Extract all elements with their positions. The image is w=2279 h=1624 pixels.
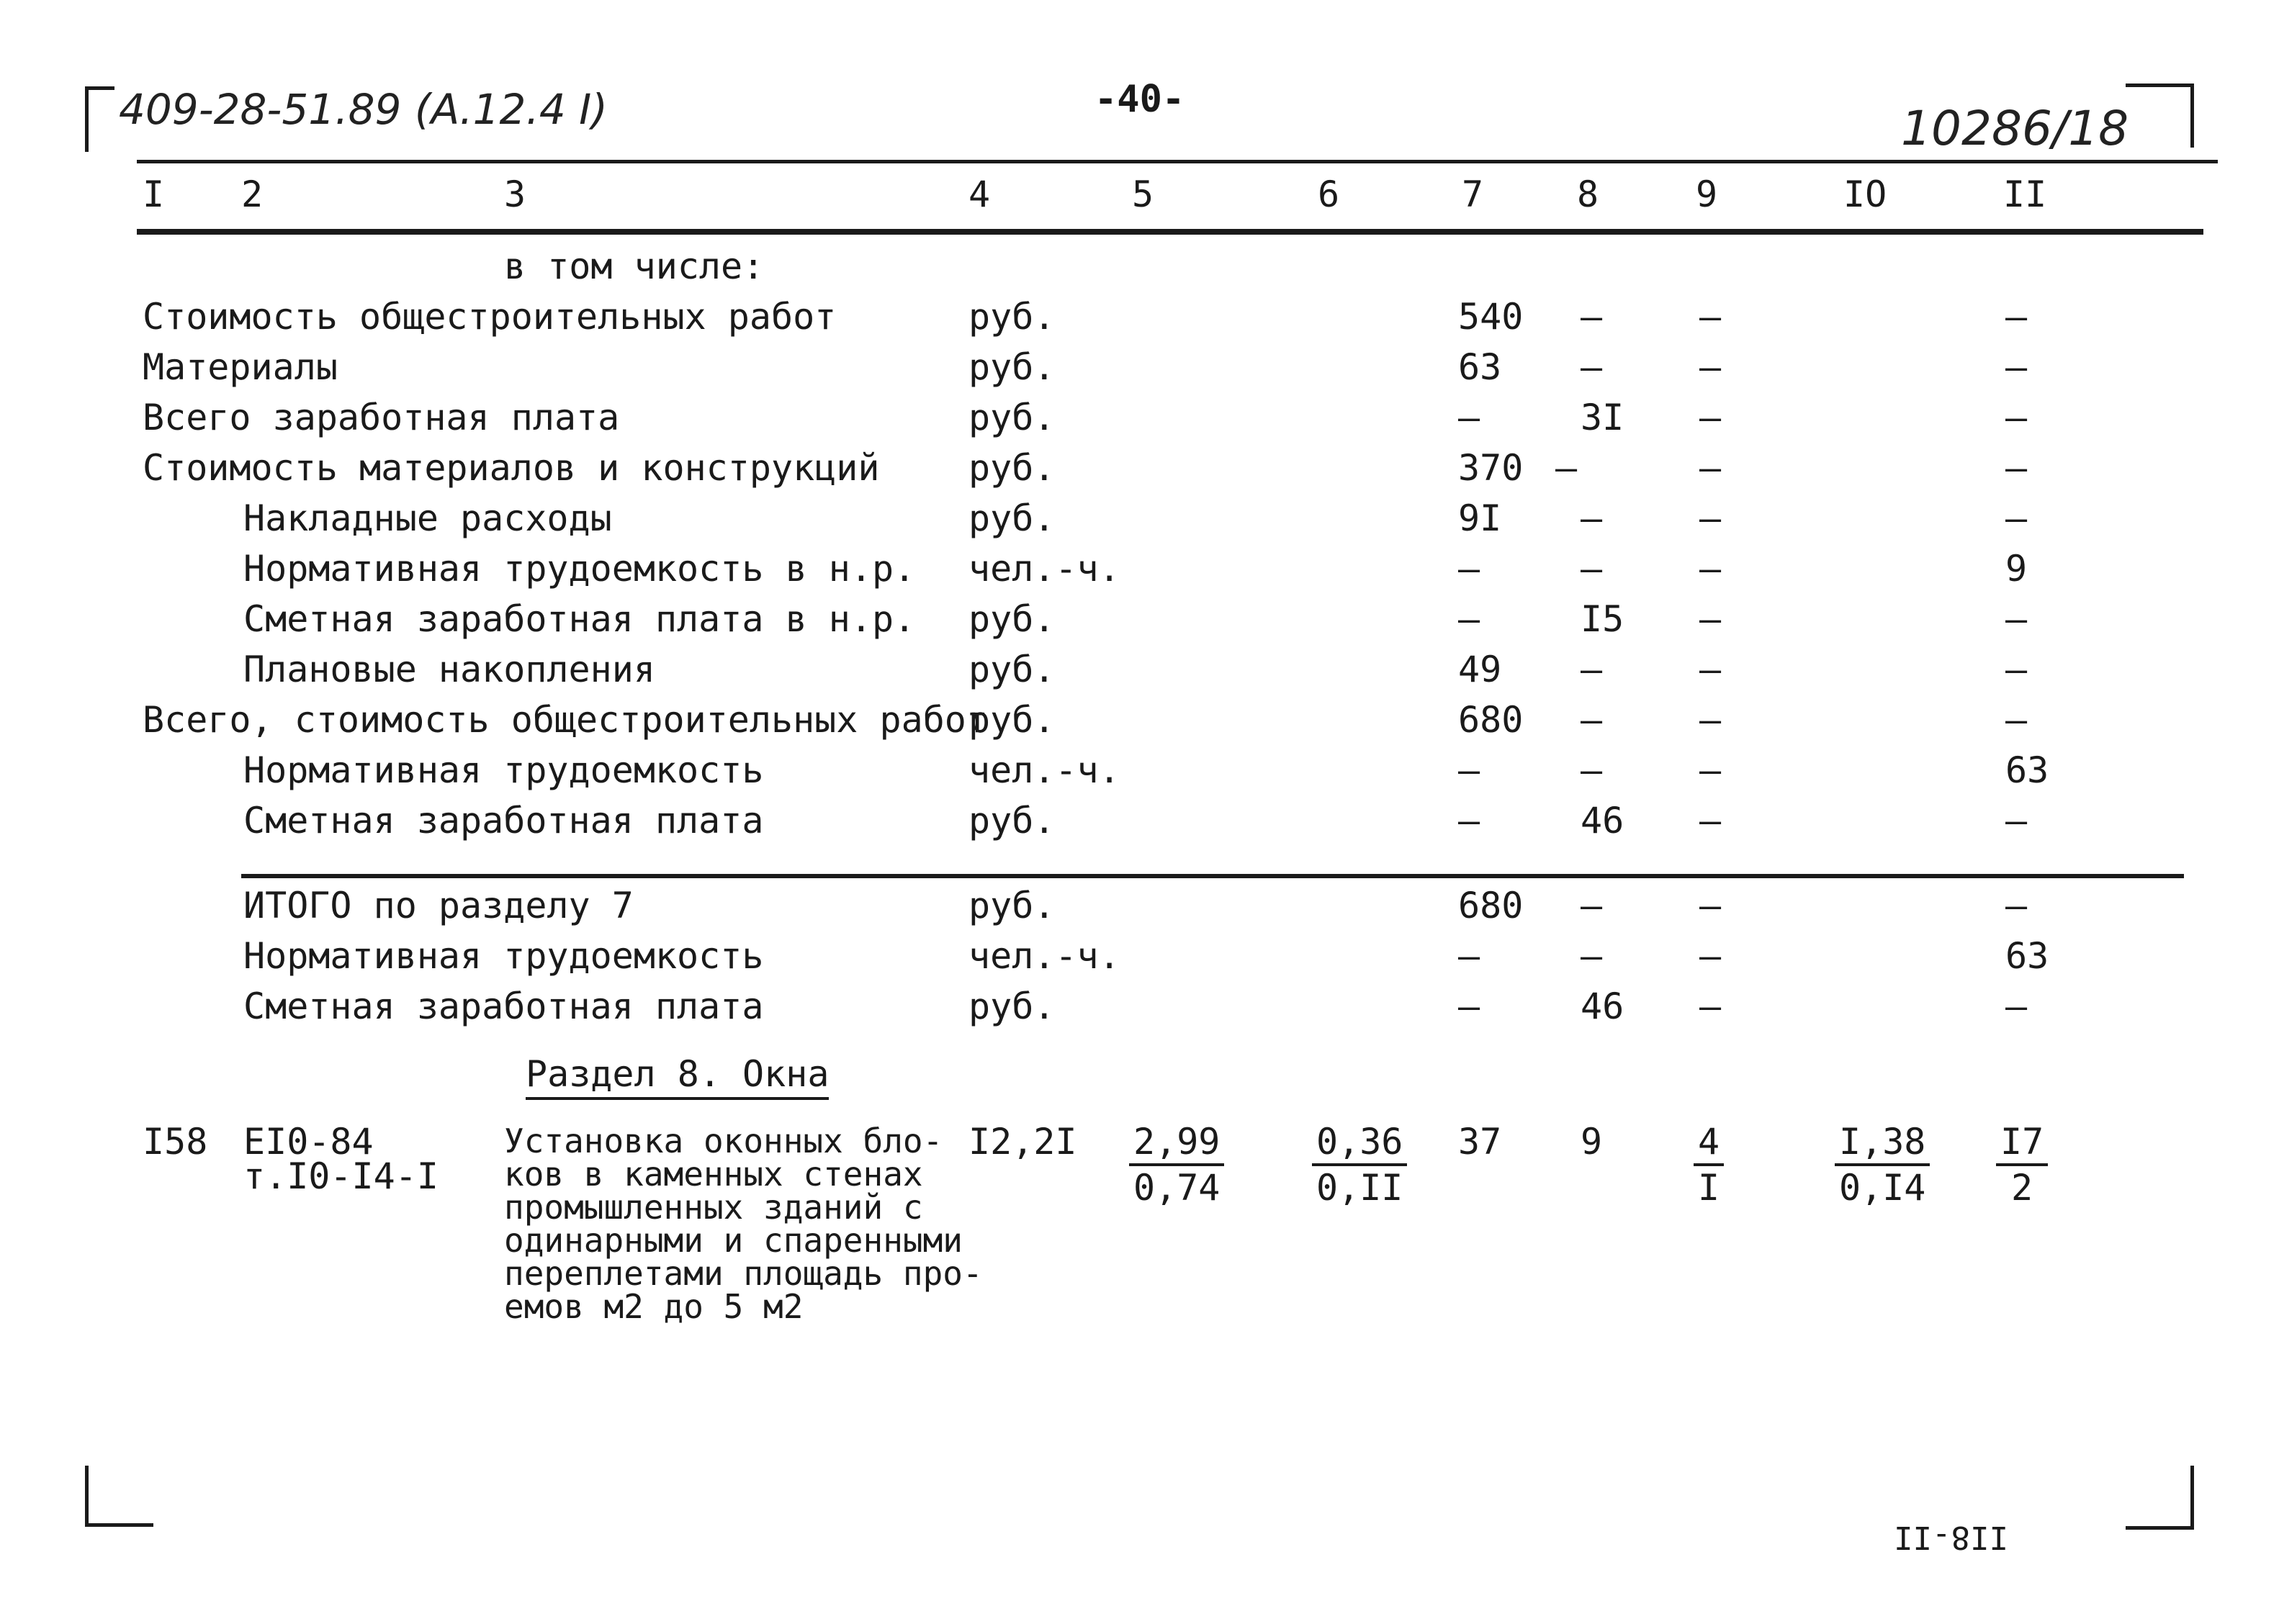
total-col11: 63	[2005, 935, 2049, 977]
top-rule	[137, 160, 2218, 163]
column-header: 5	[1132, 173, 1154, 215]
row-unit: руб.	[968, 649, 1056, 690]
row-col7: –	[1458, 749, 1480, 791]
total-col8: –	[1581, 935, 1603, 977]
description-line: переплетами площадь про-	[504, 1254, 983, 1293]
row-label: Сметная заработная плата	[243, 800, 764, 842]
entry-col8: 9	[1581, 1121, 1603, 1163]
footer-code: II8-II	[1894, 1519, 2008, 1556]
row-unit: руб.	[968, 497, 1056, 539]
row-col8: I5	[1581, 598, 1624, 640]
entry-col9-fraction	[1694, 1120, 1724, 1209]
row-col9: –	[1699, 296, 1722, 338]
fraction-top: I,38	[1835, 1120, 1930, 1166]
total-label: ИТОГО по разделу 7	[243, 885, 634, 926]
entry-code-table: т.I0-I4-I	[243, 1155, 439, 1197]
fraction-bottom: 0,II	[1316, 1167, 1403, 1209]
row-col8: 46	[1581, 800, 1624, 842]
row-unit: руб.	[968, 447, 1056, 489]
row-col9: –	[1699, 749, 1722, 791]
row-col7: 9I	[1458, 497, 1502, 539]
row-col8: 3I	[1581, 397, 1624, 438]
column-header: 6	[1318, 173, 1340, 215]
fraction-top: 4	[1694, 1120, 1724, 1166]
row-col8: –	[1581, 649, 1603, 690]
total-col8: –	[1581, 885, 1603, 926]
column-header: II	[2003, 173, 2047, 215]
entry-code: EI0-84	[243, 1121, 374, 1163]
row-col11: –	[2005, 296, 2028, 338]
row-unit: руб.	[968, 800, 1056, 842]
row-col7: 49	[1458, 649, 1502, 690]
row-col11: –	[2005, 497, 2028, 539]
row-col7: –	[1458, 548, 1480, 590]
header-bottom-rule	[137, 229, 2203, 235]
total-col7: –	[1458, 935, 1480, 977]
row-col7: 63	[1458, 346, 1502, 388]
corner-mark-bottom-right	[2126, 1466, 2194, 1530]
total-col11: –	[2005, 885, 2028, 926]
total-label: Нормативная трудоемкость	[243, 935, 764, 977]
entry-description	[504, 1122, 983, 1326]
column-header: 3	[504, 173, 526, 215]
total-col9: –	[1699, 935, 1722, 977]
total-col9: –	[1699, 885, 1722, 926]
row-col9: –	[1699, 699, 1722, 741]
row-label: Всего, стоимость общестроительных работ	[143, 699, 988, 741]
row-label: Стоимость материалов и конструкций	[143, 447, 880, 489]
column-header: 4	[968, 173, 991, 215]
row-unit: руб.	[968, 699, 1056, 741]
row-col7: –	[1458, 800, 1480, 842]
total-col9: –	[1699, 985, 1722, 1027]
row-col11: –	[2005, 598, 2028, 640]
row-label: Стоимость общестроительных работ	[143, 296, 837, 338]
row-col9: –	[1699, 346, 1722, 388]
column-header: 2	[241, 173, 264, 215]
column-header: IO	[1843, 173, 1887, 215]
row-label: Материалы	[143, 346, 338, 388]
fraction-top: 0,36	[1312, 1120, 1407, 1166]
row-col11: 63	[2005, 749, 2049, 791]
row-col9: –	[1699, 497, 1722, 539]
row-col9: –	[1699, 447, 1722, 489]
corner-mark-bottom-left	[85, 1466, 153, 1527]
row-col11: –	[2005, 346, 2028, 388]
row-col11: –	[2005, 649, 2028, 690]
total-col11: –	[2005, 985, 2028, 1027]
total-label: Сметная заработная плата	[243, 985, 764, 1027]
entry-number: I58	[143, 1121, 208, 1163]
row-col11: –	[2005, 699, 2028, 741]
row-col8: –	[1581, 699, 1603, 741]
row-col9: –	[1699, 800, 1722, 842]
row-unit: чел.-ч.	[968, 548, 1120, 590]
entry-quantity: I2,2I	[968, 1121, 1077, 1163]
column-header: 9	[1696, 173, 1718, 215]
row-col8: –	[1581, 749, 1603, 791]
description-line: ков в каменных стенах	[504, 1155, 923, 1194]
row-unit: руб.	[968, 397, 1056, 438]
row-col8: –	[1581, 296, 1603, 338]
row-col11: –	[2005, 800, 2028, 842]
column-header: I	[143, 173, 165, 215]
row-col7: 680	[1458, 699, 1524, 741]
entry-col7: 37	[1458, 1121, 1502, 1163]
row-col11: –	[2005, 397, 2028, 438]
fraction-top: I7	[1996, 1120, 2048, 1166]
fraction-bottom: 0,74	[1133, 1167, 1221, 1209]
row-col8: –	[1581, 497, 1603, 539]
row-unit: руб.	[968, 598, 1056, 640]
total-unit: чел.-ч.	[968, 935, 1120, 977]
row-col9: –	[1699, 397, 1722, 438]
column-header: 8	[1577, 173, 1599, 215]
row-col7: 540	[1458, 296, 1524, 338]
description-line: промышленных зданий с	[504, 1188, 923, 1227]
including-label: в том числе:	[504, 245, 765, 287]
fraction-bottom: I	[1698, 1167, 1720, 1209]
row-unit: руб.	[968, 346, 1056, 388]
total-col7: 680	[1458, 885, 1524, 926]
total-unit: руб.	[968, 985, 1056, 1027]
fraction-top: 2,99	[1129, 1120, 1224, 1166]
entry-col11-fraction	[1996, 1120, 2048, 1209]
row-label: Сметная заработная плата в н.р.	[243, 598, 916, 640]
row-col7: 370	[1458, 447, 1524, 489]
row-unit: чел.-ч.	[968, 749, 1120, 791]
section-title: Раздел 8. Окна	[526, 1052, 829, 1100]
description-line: одинарными и спаренными	[504, 1221, 963, 1260]
entry-col5-fraction	[1129, 1120, 1224, 1209]
entry-col10-fraction	[1835, 1120, 1930, 1209]
row-col7: –	[1458, 598, 1480, 640]
row-col8: –	[1581, 346, 1603, 388]
row-col9: –	[1699, 598, 1722, 640]
fraction-bottom: 2	[2011, 1167, 2033, 1209]
description-line: Установка оконных бло-	[504, 1122, 943, 1160]
entry-col6-fraction	[1312, 1120, 1407, 1209]
column-header: 7	[1462, 173, 1484, 215]
row-unit: руб.	[968, 296, 1056, 338]
total-unit: руб.	[968, 885, 1056, 926]
page-number: -40-	[1094, 78, 1185, 121]
totals-separator-rule	[241, 874, 2184, 878]
row-col9: –	[1699, 649, 1722, 690]
row-label: Плановые накопления	[243, 649, 655, 690]
row-col8: –	[1555, 447, 1578, 489]
total-col8: 46	[1581, 985, 1624, 1027]
row-label: Накладные расходы	[243, 497, 612, 539]
row-col8: –	[1581, 548, 1603, 590]
fraction-bottom: 0,I4	[1839, 1167, 1926, 1209]
row-col7: –	[1458, 397, 1480, 438]
row-label: Нормативная трудоемкость	[243, 749, 764, 791]
corner-mark-top-right	[2126, 84, 2194, 148]
row-label: Всего заработная плата	[143, 397, 620, 438]
corner-mark-top-left	[85, 86, 114, 152]
total-col7: –	[1458, 985, 1480, 1027]
document-code: 409-28-51.89 (А.12.4 I)	[119, 85, 608, 134]
row-label: Нормативная трудоемкость в н.р.	[243, 548, 916, 590]
row-col11: 9	[2005, 548, 2028, 590]
handwritten-number: 10286/18	[1901, 101, 2129, 156]
description-line: емов м2 до 5 м2	[504, 1287, 804, 1326]
row-col11: –	[2005, 447, 2028, 489]
row-col9: –	[1699, 548, 1722, 590]
